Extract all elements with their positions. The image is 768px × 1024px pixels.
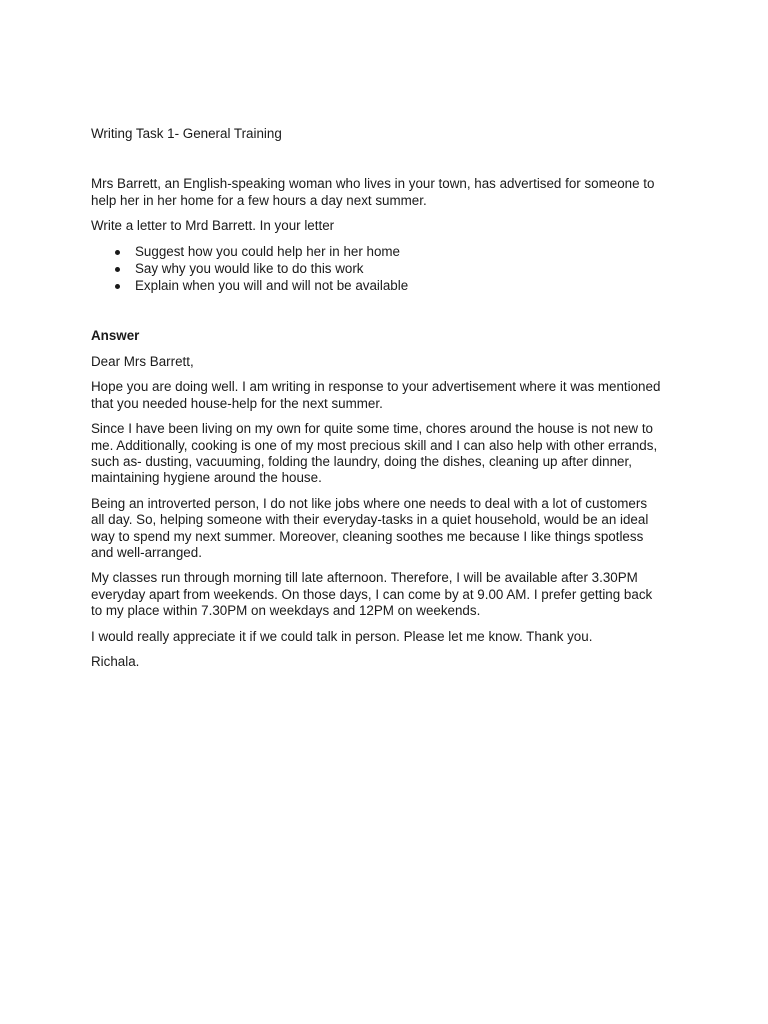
bullet-icon: [115, 250, 120, 255]
paragraph-line: and well-arranged.: [91, 544, 202, 560]
paragraph-line: that you needed house-help for the next summer.: [91, 395, 383, 411]
bullet-text: Say why you would like to do this work: [135, 260, 364, 276]
task-instruction: Write a letter to Mrd Barrett. In your letter: [91, 218, 335, 234]
paragraph-line: me. Additionally, cooking is one of my most precious skill and I can also help with other errands,: [91, 437, 658, 453]
paragraph-line: such as- dusting, vacuuming, folding the laundry, doing the dishes, cleaning up after dinner,: [91, 453, 632, 469]
prompt-line: Mrs Barrett, an English-speaking woman who lives in your town, has advertised for someone to: [91, 176, 655, 192]
paragraph-line: My classes run through morning till late afternoon. Therefore, I will be available after 3.30PM: [91, 570, 638, 586]
letter-paragraph: [91, 421, 691, 487]
answer-heading: Answer: [91, 327, 140, 343]
task-bullet-list: [91, 244, 691, 296]
letter-paragraph: [91, 629, 691, 645]
paragraph-line: to my place within 7.30PM on weekdays and 12PM on weekends.: [91, 603, 481, 619]
paragraph-line: way to spend my next summer. Moreover, cleaning soothes me because I like things spotless: [91, 528, 644, 544]
bullet-icon: [115, 267, 120, 272]
paragraph-line: everyday apart from weekends. On those days, I can come by at 9.00 AM. I prefer getting back: [91, 586, 653, 602]
bullet-item: [91, 244, 691, 261]
paragraph-line: I would really appreciate it if we could talk in person. Please let me know. Thank you.: [91, 628, 593, 644]
document-title: Writing Task 1- General Training: [91, 126, 282, 141]
letter-paragraph: [91, 570, 691, 619]
bullet-text: Suggest how you could help her in her home: [135, 243, 401, 259]
prompt-line: help her in her home for a few hours a day next summer.: [91, 192, 427, 208]
paragraph-line: maintaining hygiene around the house.: [91, 470, 322, 486]
bullet-item: [91, 261, 691, 278]
paragraph-line: all day. So, helping someone with their everyday-tasks in a quiet household, would be an ideal: [91, 512, 649, 528]
letter-paragraph: [91, 379, 691, 412]
paragraph-line: Since I have been living on my own for quite some time, chores around the house is not new to: [91, 421, 653, 437]
document-page: [91, 126, 691, 679]
bullet-icon: [115, 284, 120, 289]
task-prompt: [91, 176, 691, 209]
bullet-item: [91, 278, 691, 295]
bullet-text: Explain when you will and will not be available: [135, 278, 409, 294]
salutation: Dear Mrs Barrett,: [91, 353, 194, 369]
signature: Richala.: [91, 654, 140, 670]
paragraph-line: Being an introverted person, I do not like jobs where one needs to deal with a lot of customers: [91, 495, 648, 511]
paragraph-line: Hope you are doing well. I am writing in response to your advertisement where it was mentioned: [91, 379, 661, 395]
letter-paragraph: [91, 496, 691, 562]
